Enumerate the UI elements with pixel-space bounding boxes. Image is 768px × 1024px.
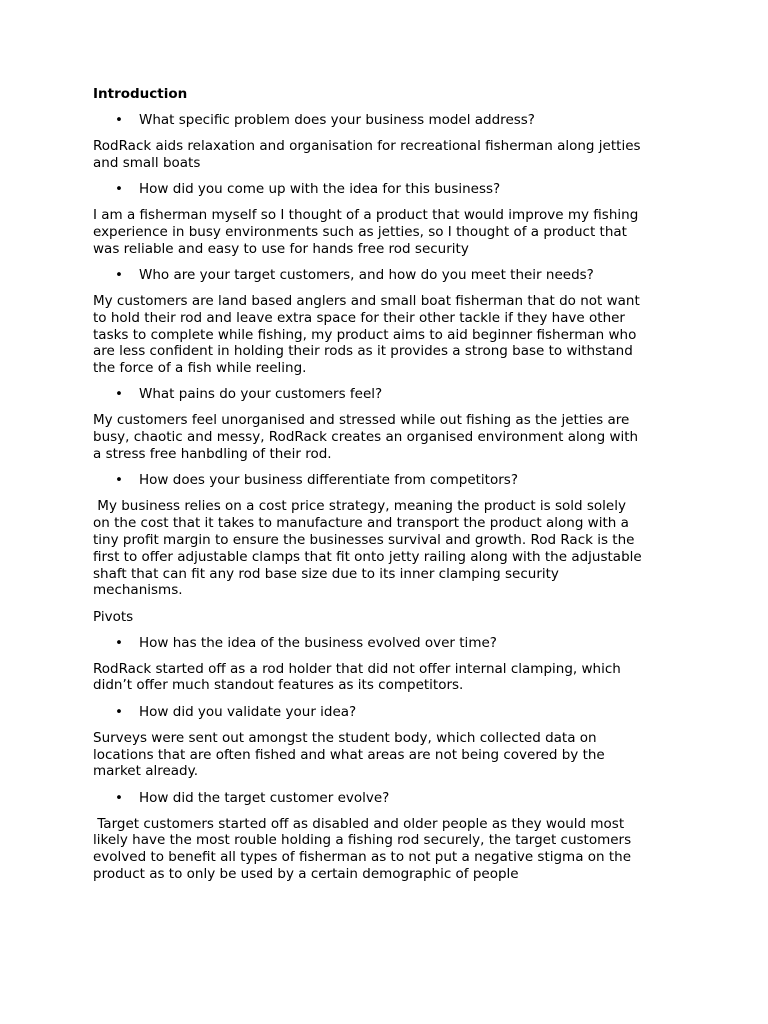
answer-problem: RodRack aids relaxation and organisation for recreational fisherman along jetties and small boats [93,138,641,171]
answer-customer-evolution: Target customers started off as disabled and older people as they would most likely have the most rouble holding a fishing rod securely, the target customers evolved to benefit all types of fisherman as to not put a negative stigma on the product as to only be used by a certain demographic of people [93,815,632,883]
section-label-pivots: Pivots [93,608,134,625]
bullet-icon: • [115,112,123,128]
question-idea-origin [93,181,673,198]
question-text: How did the target customer evolve? [139,789,390,806]
question-text: How has the idea of the business evolved over time? [139,634,497,651]
bullet-icon: • [115,634,123,651]
question-differentiation [93,472,673,489]
question-problem [93,112,673,129]
question-customer-pains [93,386,673,403]
question-text: How does your business differentiate from competitors? [139,472,518,489]
question-text: What specific problem does your business model address? [139,112,535,128]
bullet-icon: • [115,181,123,198]
section-heading-introduction: Introduction [93,86,188,102]
answer-idea-origin: I am a fisherman myself so I thought of a product that would improve my fishing experience in busy environments such as jetties, so I thought of a product that was reliable and easy to use for hands free rod security [93,207,639,257]
document-page [93,86,673,892]
answer-customer-pains: My customers feel unorganised and stressed while out fishing as the jetties are busy, chaotic and messy, RodRack creates an organised environment along with a stress free hanbdling of their rod. [93,412,639,463]
question-target-customers [93,267,673,284]
bullet-icon: • [115,386,123,403]
bullet-icon: • [115,472,123,489]
answer-validation: Surveys were sent out amongst the student body, which collected data on locations that are often fished and what areas are not being covered by the market already. [93,729,605,780]
answer-evolution: RodRack started off as a rod holder that did not offer internal clamping, which didn’t offer much standout features as its competitors. [93,660,621,694]
answer-differentiation: My business relies on a cost price strategy, meaning the product is sold solely on the cost that it takes to manufacture and transport the product along with a tiny profit margin to ensure the businesses survival and growth. Rod Rack is the first to offer adjustable clamps that fit onto jetty railing along with the adjustable shaft that can fit any rod base size due to its inner clamping security mechanisms. [93,498,642,599]
bullet-icon: • [115,266,123,283]
bullet-icon: • [115,789,123,806]
question-text: Who are your target customers, and how do you meet their needs? [139,266,594,283]
answer-target-customers: My customers are land based anglers and small boat fisherman that do not want to hold their rod and leave extra space for their other tackle if they have other tasks to complete while fishing, my product aims to aid beginner fisherman who are less confident in holding their rods as it provides a strong base to withstand the force of a fish while reeling. [93,292,640,377]
question-evolution [93,635,673,652]
question-text: How did you validate your idea? [139,703,357,720]
bullet-icon: • [115,703,123,720]
question-customer-evolution [93,790,673,807]
question-validation [93,704,673,721]
question-text: What pains do your customers feel? [139,386,383,403]
question-text: How did you come up with the idea for this business? [139,181,501,198]
